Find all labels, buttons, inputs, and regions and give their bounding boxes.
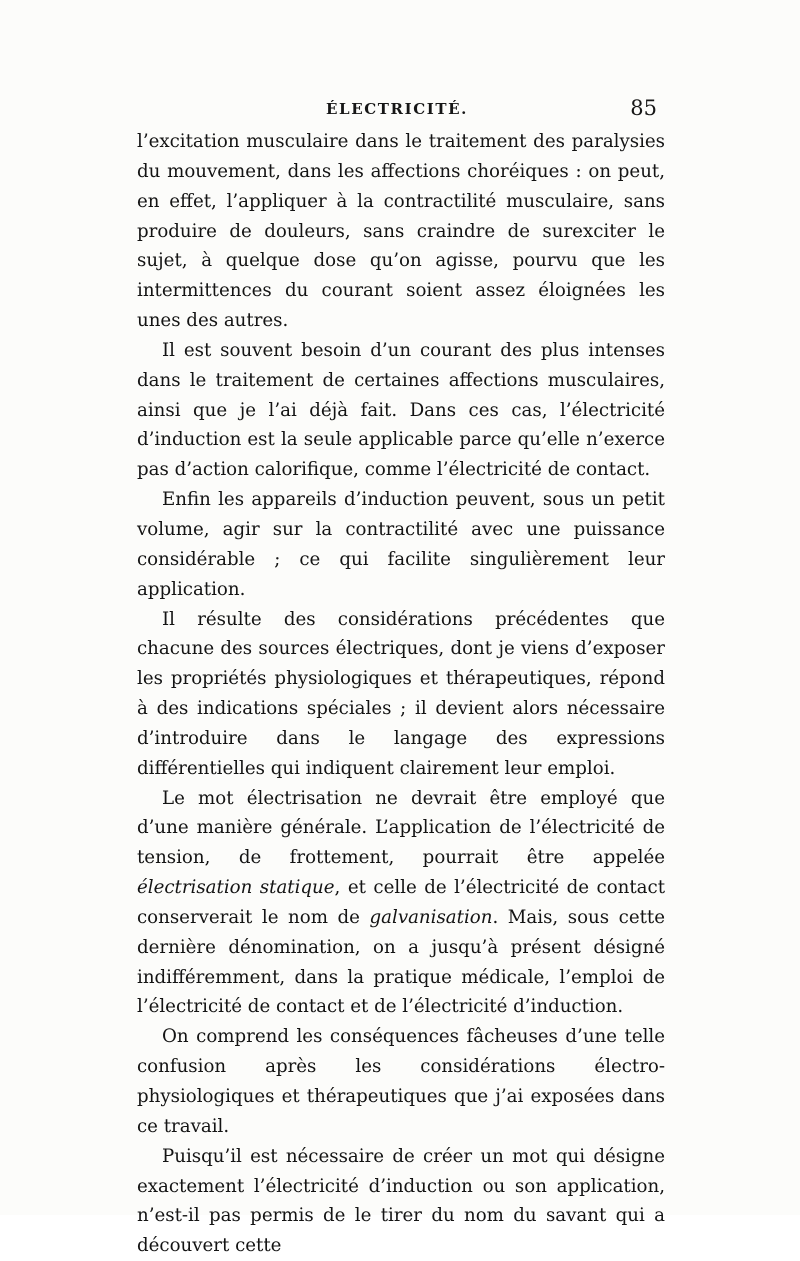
page-number: 85 [630, 96, 657, 120]
paragraph-5 [137, 784, 665, 1023]
page-header [137, 96, 657, 126]
paragraph-5-text-c: . Mais, sous cette dernière dénomination, on a jusqu’à présent désigné indifféremment, dans la pratique médicale, l’emploi de l’électricité de contact et de l’électricité d’induction. [137, 906, 665, 1018]
term-electrisation-statique: électrisation statique [137, 877, 335, 899]
term-galvanisation: galvanisation [369, 906, 493, 928]
paragraph-7: Puisqu’il est nécessaire de créer un mot qui désigne exactement l’électricité d’induction ou son application, n’est-il pas permis de le tirer du nom du savant qui a découvert cette [137, 1145, 665, 1257]
running-title: ÉLECTRICITÉ. [326, 100, 468, 118]
paragraph-5-text-a: Le mot électrisation ne devrait être employé que d’une manière générale. L’application de l’électricité de tension, de frottement, pourrait être appelée [137, 787, 665, 869]
paragraph-1: l’excitation musculaire dans le traitement des paralysies du mouvement, dans les affections choréiques : on peut, en effet, l’appliquer à la contractilité musculaire, sans produire de douleurs, sans craindre de surexciter le sujet, à quelque dose qu’on agisse, pourvu que les intermittences du courant soient assez éloignées les unes des autres. [137, 131, 665, 332]
paragraph-3: Enfin les appareils d’induction peuvent, sous un petit volume, agir sur la contractilité avec une puissance considérable ; ce qui facilite singulièrement leur application. [137, 489, 665, 600]
paragraph-5-text-b: , et celle de l’électricité de contact conserverait le nom de [137, 877, 666, 928]
paragraph-2: Il est souvent besoin d’un courant des plus intenses dans le traitement de certaines affections musculaires, ainsi que je l’ai déjà fait. Dans ces cas, l’électricité d’induction est la seule applicable parce qu’elle n’exerce pas d’action calorifique, comme l’électricité de contact. [137, 339, 665, 481]
paragraph-4: Il résulte des considérations précédentes que chacune des sources électriques, dont je viens d’exposer les propriétés physiologiques et thérapeutiques, répond à des indications spéciales ; il devient alors nécessaire d’introduire dans le langage des expressions différentielles qui indiquent clairement leur emploi. [137, 608, 665, 779]
body-text [137, 127, 665, 1261]
paragraph-6: On comprend les conséquences fâcheuses d’une telle confusion après les considérations électro-physiologiques et thérapeutiques que j’ai exposées dans ce travail. [137, 1026, 665, 1137]
